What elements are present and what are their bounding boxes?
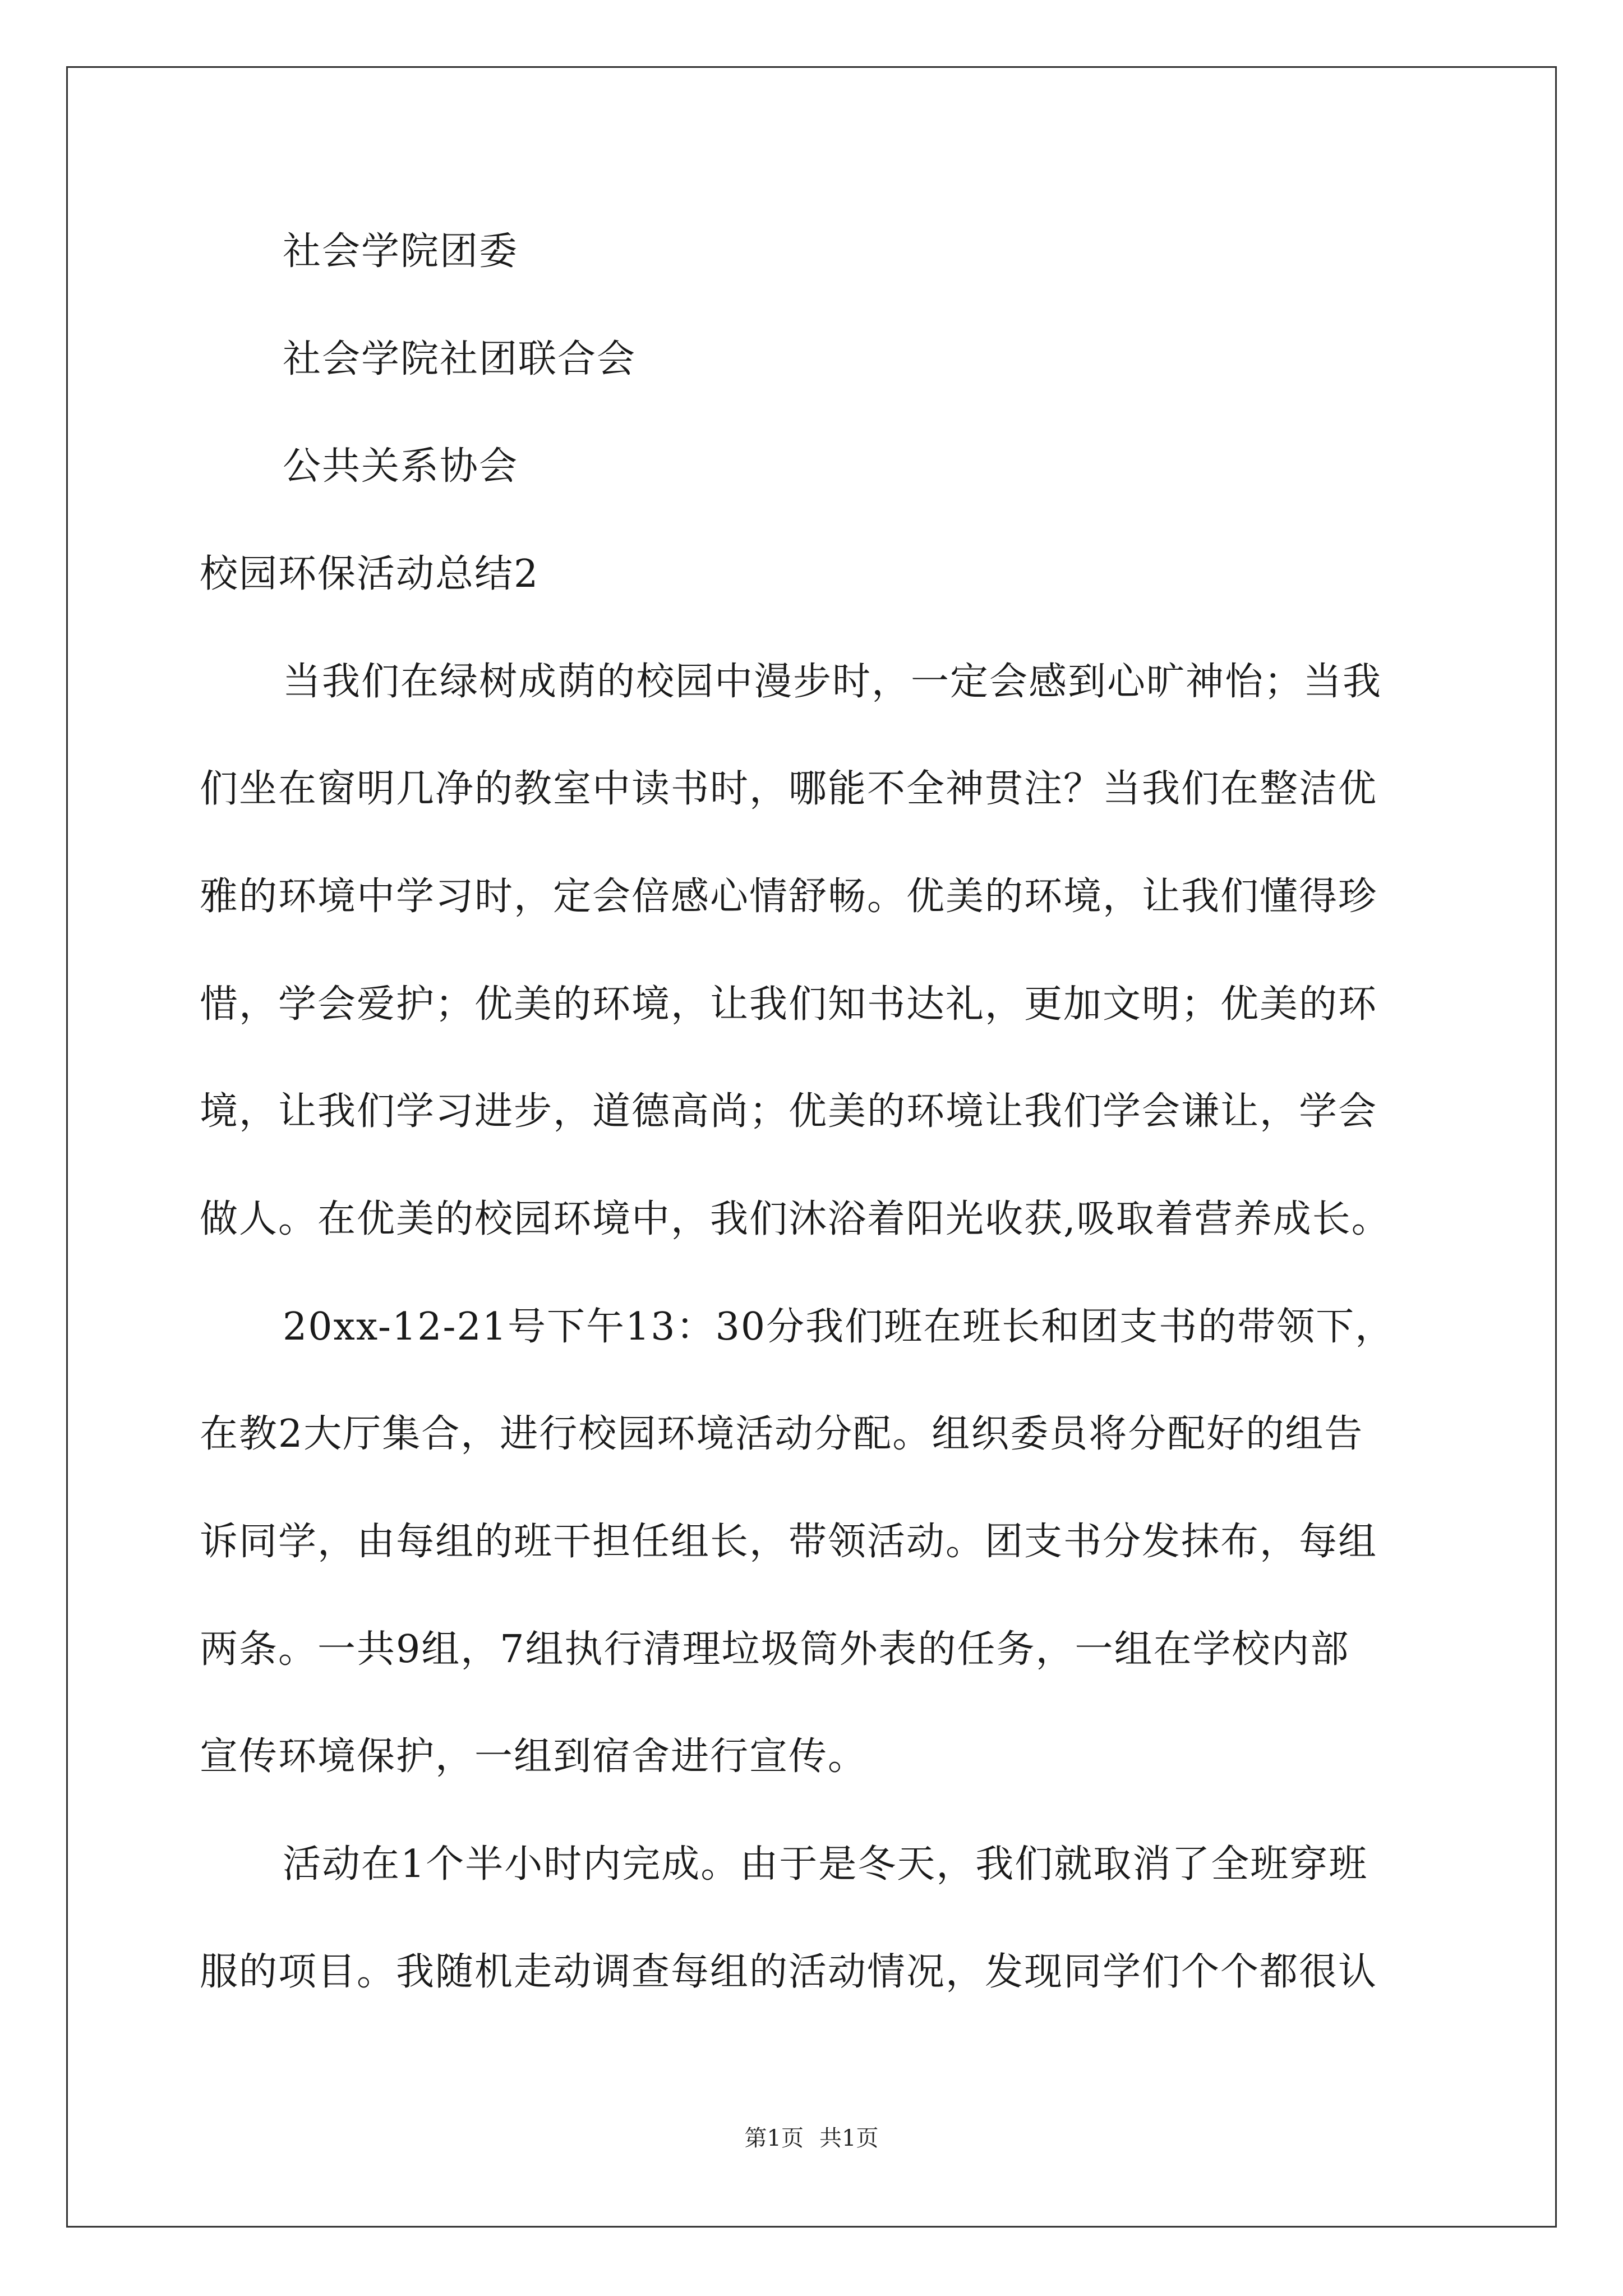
paragraph-line: 们坐在窗明几净的教室中读书时，哪能不全神贯注？当我们在整洁优 [200, 767, 1378, 811]
page-border [66, 66, 1557, 2228]
paragraph-line: 宣传环境保护，一组到宿舍进行宣传。 [200, 1734, 868, 1779]
signature-line: 社会学院社团联合会 [283, 337, 637, 381]
signature-line: 社会学院团委 [283, 229, 519, 274]
signature-line: 公共关系协会 [283, 444, 519, 489]
paragraph-line: 做人。在优美的校园环境中，我们沐浴着阳光收获,吸取着营养成长。 [200, 1197, 1391, 1241]
paragraph-line: 服的项目。我随机走动调查每组的活动情况，发现同学们个个都很认 [200, 1950, 1378, 1994]
paragraph-line: 当我们在绿树成荫的校园中漫步时，一定会感到心旷神怡；当我 [283, 660, 1382, 704]
page-number: 第1页 [744, 2125, 804, 2151]
paragraph-line: 诉同学，由每组的班干担任组长，带领活动。团支书分发抹布，每组 [200, 1520, 1378, 1564]
paragraph-line: 境，让我们学习进步，道德高尚；优美的环境让我们学会谦让，学会 [200, 1089, 1378, 1134]
paragraph-line: 两条。一共9组，7组执行清理垃圾筒外表的任务，一组在学校内部 [200, 1627, 1350, 1672]
paragraph-line: 在教2大厅集合，进行校园环境活动分配。组织委员将分配好的组告 [200, 1412, 1364, 1456]
paragraph-line: 雅的环境中学习时，定会倍感心情舒畅。优美的环境，让我们懂得珍 [200, 875, 1378, 919]
section-heading: 校园环保活动总结2 [200, 552, 540, 596]
page-total: 共1页 [819, 2125, 879, 2151]
paragraph-line: 20xx-12-21号下午13：30分我们班在班长和团支书的带领下， [283, 1305, 1395, 1349]
paragraph-line: 活动在1个半小时内完成。由于是冬天，我们就取消了全班穿班 [283, 1842, 1368, 1887]
page-footer [0, 2127, 1623, 2150]
paragraph-line: 惜，学会爱护；优美的环境，让我们知书达礼，更加文明；优美的环 [200, 982, 1378, 1027]
